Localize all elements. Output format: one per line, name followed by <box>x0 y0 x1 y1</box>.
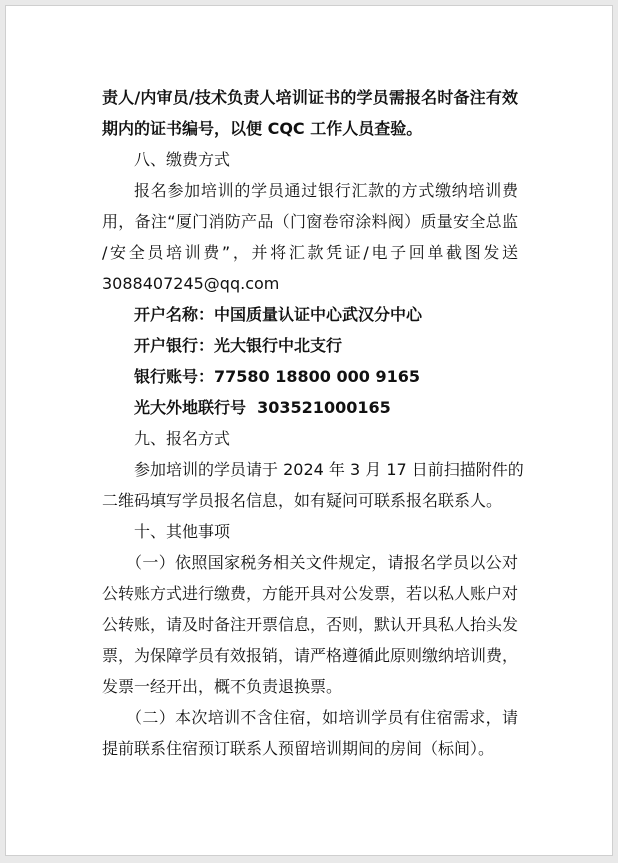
paragraph-line: 二维码填写学员报名信息，如有疑问可联系报名联系人。 <box>102 491 503 510</box>
paragraph-line: （二）本次培训不含住宿，如培训学员有住宿需求，请 <box>126 708 518 727</box>
paragraph-line: 提前联系住宿预订联系人预留培训期间的房间（标间）。 <box>102 739 495 758</box>
paragraph-line: 公转账，请及时备注开票信息，否则，默认开具私人抬头发 <box>102 615 519 634</box>
email-text: 3088407245@qq.com <box>102 274 280 293</box>
paragraph-line: 发票一经开出，概不负责退换票。 <box>102 677 343 696</box>
section-heading-payment: 八、缴费方式 <box>134 150 231 169</box>
section-heading-registration: 九、报名方式 <box>134 429 231 448</box>
paragraph-line: 责人/内审员/技术负责人培训证书的学员需报名时备注有效 <box>102 88 518 107</box>
document-page <box>5 5 613 856</box>
bank-routing-number: 光大外地联行号 303521000165 <box>134 398 391 417</box>
paragraph-line: /安全员培训费”，并将汇款凭证/电子回单截图发送 <box>102 243 518 262</box>
paragraph-line: 期内的证书编号，以便 CQC 工作人员查验。 <box>102 119 423 138</box>
paragraph-line: 参加培训的学员请于 2024 年 3 月 17 日前扫描附件的 <box>134 460 524 479</box>
paragraph-line: 用，备注“厦门消防产品（门窗卷帘涂料阀）质量安全总监 <box>102 212 518 231</box>
section-heading-other: 十、其他事项 <box>134 522 231 541</box>
account-number: 银行账号：77580 18800 000 9165 <box>134 367 420 386</box>
paragraph-line: 票，为保障学员有效报销，请严格遵循此原则缴纳培训费， <box>102 646 519 665</box>
account-name: 开户名称：中国质量认证中心武汉分中心 <box>134 305 423 324</box>
paragraph-line: 公转账方式进行缴费，方能开具对公发票，若以私人账户对 <box>102 584 519 603</box>
paragraph-line: 报名参加培训的学员通过银行汇款的方式缴纳培训费 <box>134 181 518 200</box>
account-bank: 开户银行：光大银行中北支行 <box>134 336 343 355</box>
paragraph-line: （一）依照国家税务相关文件规定，请报名学员以公对 <box>126 553 518 572</box>
